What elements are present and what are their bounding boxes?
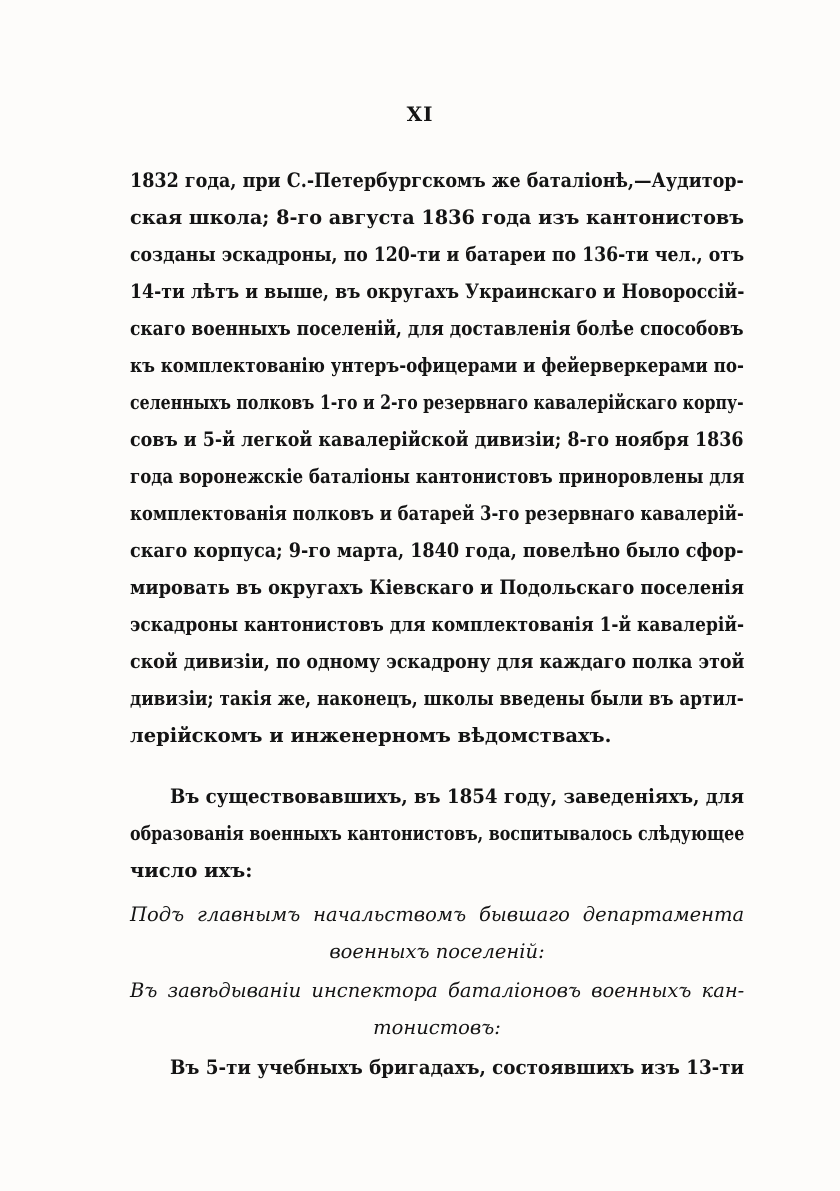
text-line (130, 852, 744, 889)
line-text: совъ и 5-й легкой кавалерійской дивизіи; 8-го ноября 1836 (130, 428, 744, 451)
text-line (130, 569, 744, 606)
text-line (170, 778, 744, 815)
line-text: дивизіи; такія же, наконецъ, школы введены были въ артил- (130, 687, 744, 710)
line-text: Въ 5-ти учебныхъ бригадахъ, состоявшихъ изъ 13-ти (170, 1056, 745, 1079)
line-text: число ихъ: (130, 859, 253, 882)
heading-text: военныхъ поселеній: (329, 940, 545, 963)
line-text: лерійскомъ и инженерномъ вѣдомствахъ. (130, 724, 612, 747)
text-line (130, 421, 744, 458)
line-text: эскадроны кантонистовъ для комплектованія 1-й кавалерій- (130, 613, 745, 636)
heading-line (130, 972, 744, 1009)
text-line (130, 815, 744, 852)
text-line (130, 162, 744, 199)
text-line (130, 606, 744, 643)
line-text: скаго военныхъ поселеній, для доставленія болѣе способовъ (130, 317, 744, 340)
line-text: созданы эскадроны, по 120-ти и батареи по 136-ти чел., отъ (130, 243, 745, 266)
text-line (130, 643, 744, 680)
text-line (130, 384, 744, 421)
line-text: скаго корпуса; 9-го марта, 1840 года, повелѣно было сфор- (130, 539, 744, 562)
line-text: комплектованія полковъ и батарей 3-го резервнаго кавалерій- (130, 502, 744, 525)
text-line (130, 717, 744, 754)
line-text: къ комплектованію унтеръ-офицерами и фейерверкерами по- (130, 354, 744, 377)
line-text: селенныхъ полковъ 1-го и 2-го резервнаго кавалерійскаго корпу- (130, 391, 744, 414)
heading-line (130, 933, 744, 970)
text-line (130, 532, 744, 569)
line-text: мировать въ округахъ Кіевскаго и Подольскаго поселенія (130, 576, 745, 599)
line-text: Въ существовавшихъ, въ 1854 году, заведеніяхъ, для (170, 785, 745, 808)
text-line (170, 1049, 744, 1086)
heading-line (130, 1009, 744, 1046)
line-text: 14-ти лѣтъ и выше, въ округахъ Украинскаго и Новороссій- (130, 280, 745, 303)
text-line (130, 347, 744, 384)
text-line (130, 236, 744, 273)
text-line (130, 273, 744, 310)
text-line (130, 495, 744, 532)
line-text: ской дивизіи, по одному эскадрону для каждаго полка этой (130, 650, 745, 673)
heading-text: Въ завѣдываніи инспектора баталіоновъ военныхъ кан- (130, 979, 745, 1002)
line-text: 1832 года, при С.-Петербургскомъ же баталіонѣ,—Аудитор- (130, 169, 744, 192)
text-line (130, 199, 744, 236)
line-text: ская школа; 8-го августа 1836 года изъ кантонистовъ (130, 206, 745, 229)
heading-text: Подъ главнымъ начальствомъ бывшаго департамента (130, 903, 745, 926)
heading-line (130, 896, 744, 933)
page-number: XI (406, 102, 434, 126)
line-text: образованія военныхъ кантонистовъ, воспитывалось слѣдующее (130, 822, 745, 845)
text-line (130, 680, 744, 717)
text-line (130, 458, 744, 495)
line-text: года воронежскіе баталіоны кантонистовъ приноровлены для (130, 465, 745, 488)
heading-text: тонистовъ: (373, 1016, 501, 1039)
text-line (130, 310, 744, 347)
